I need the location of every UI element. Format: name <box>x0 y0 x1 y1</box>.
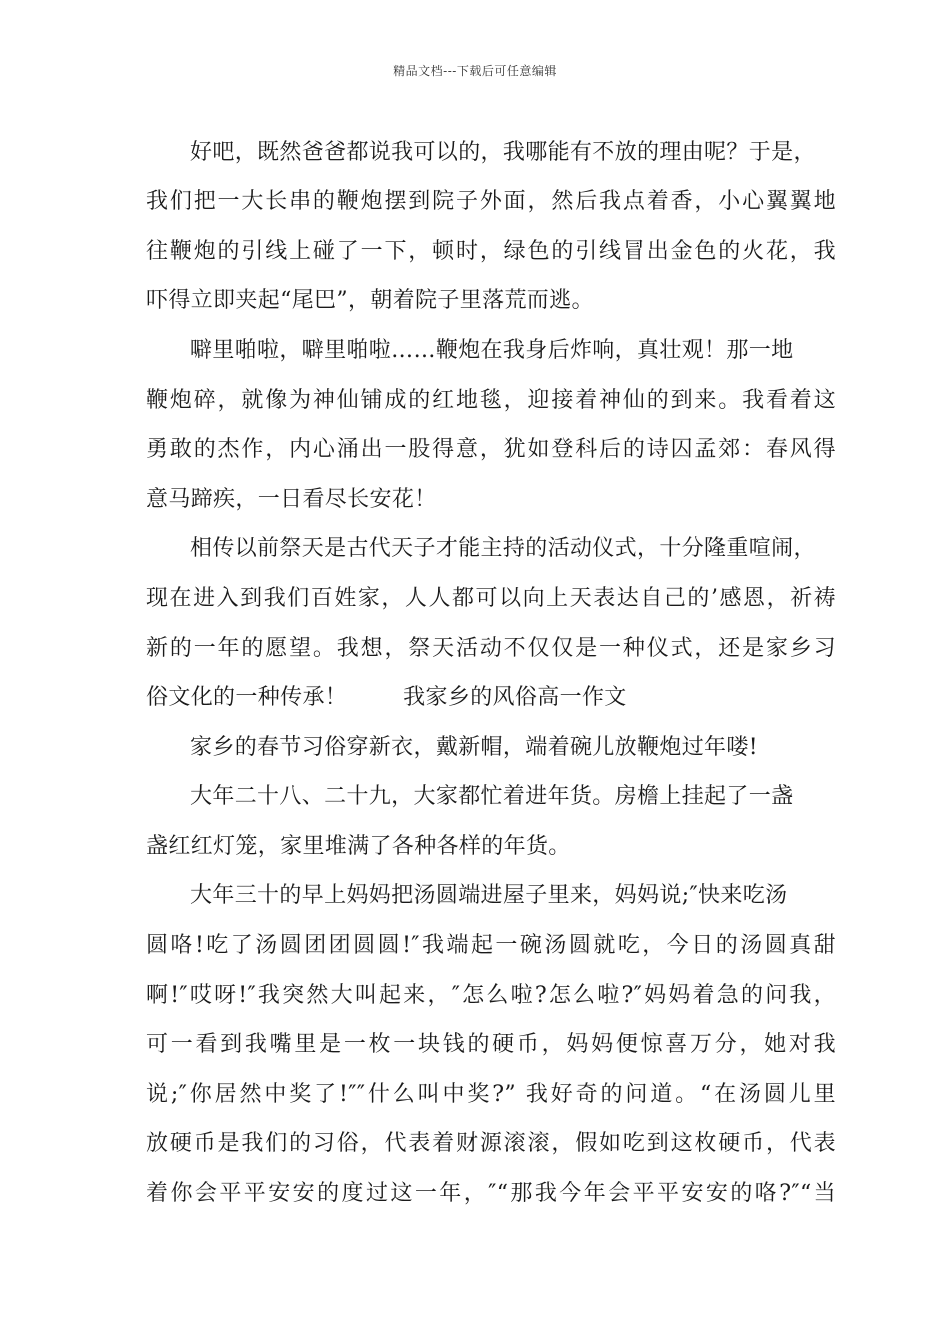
paragraph-6-line-1: 大年三十的早上妈妈把汤圆端进屋子里来，妈妈说;″快来吃汤 <box>190 883 788 908</box>
paragraph-2-line-1: 噼里啪啦，噼里啪啦……鞭炮在我身后炸响，真壮观！那一地 <box>190 338 794 363</box>
paragraph-5-line-1: 大年二十八、二十九，大家都忙着进年货。房檐上挂起了一盏 <box>190 784 794 809</box>
paragraph-2-line-2: 鞭炮碎，就像为神仙铺成的红地毯，迎接着神仙的到来。我看着这 <box>146 388 836 413</box>
paragraph-1-line-2: 我们把一大长串的鞭炮摆到院子外面，然后我点着香，小心翼翼地 <box>146 189 836 214</box>
paragraph-6-line-6: 放硬币是我们的习俗，代表着财源滚滚，假如吃到这枚硬币，代表 <box>146 1131 836 1156</box>
paragraph-6-line-7: 着你会平平安安的度过这一年，″“那我今年会平平安安的咯?″“当 <box>146 1181 836 1206</box>
paragraph-5-line-2: 盏红红灯笼，家里堆满了各种各样的年货。 <box>146 834 571 859</box>
page-header: 精品文档---下载后可任意编辑 <box>393 64 557 78</box>
paragraph-1-line-3: 往鞭炮的引线上碰了一下，顿时，绿色的引线冒出金色的火花，我 <box>146 239 836 264</box>
paragraph-6-line-4: 可一看到我嘴里是一枚一块钱的硬币，妈妈便惊喜万分，她对我 <box>146 1032 836 1057</box>
paragraph-3-line-2: 现在进入到我们百姓家，人人都可以向上天表达自己的’感恩，祈祷 <box>146 586 836 611</box>
inline-essay-title: 我家乡的风俗高一作文 <box>403 685 627 710</box>
paragraph-1-line-1: 好吧，既然爸爸都说我可以的，我哪能有不放的理由呢？于是， <box>190 140 816 165</box>
paragraph-1-line-4: 吓得立即夹起“尾巴”，朝着院子里落荒而逃。 <box>146 288 594 313</box>
paragraph-6-line-2: 圆咯!吃了汤圆团团圆圆!″我端起一碗汤圆就吃，今日的汤圆真甜 <box>146 933 836 958</box>
paragraph-4-line-1: 家乡的春节习俗穿新衣，戴新帽，端着碗儿放鞭炮过年喽! <box>190 735 758 760</box>
paragraph-2-line-3: 勇敢的杰作，内心涌出一股得意，犹如登科后的诗囚孟郊：春风得 <box>146 437 836 462</box>
paragraph-3-line-3: 新的一年的愿望。我想，祭天活动不仅仅是一种仪式，还是家乡习 <box>146 636 836 661</box>
paragraph-6-line-3: 啊!″哎呀!″我突然大叫起来，″怎么啦?怎么啦?″妈妈着急的问我， <box>146 983 836 1008</box>
paragraph-2-line-4: 意马蹄疾，一日看尽长安花！ <box>146 487 437 512</box>
paragraph-3-line-4 <box>146 687 836 709</box>
paragraph-6-line-5: 说;″你居然中奖了!″″什么叫中奖?” 我好奇的问道。“在汤圆儿里 <box>146 1082 836 1107</box>
paragraph-3-line-4-text: 俗文化的一种传承！ <box>146 685 348 710</box>
paragraph-3-line-1: 相传以前祭天是古代天子才能主持的活动仪式，十分隆重喧闹， <box>190 536 816 561</box>
